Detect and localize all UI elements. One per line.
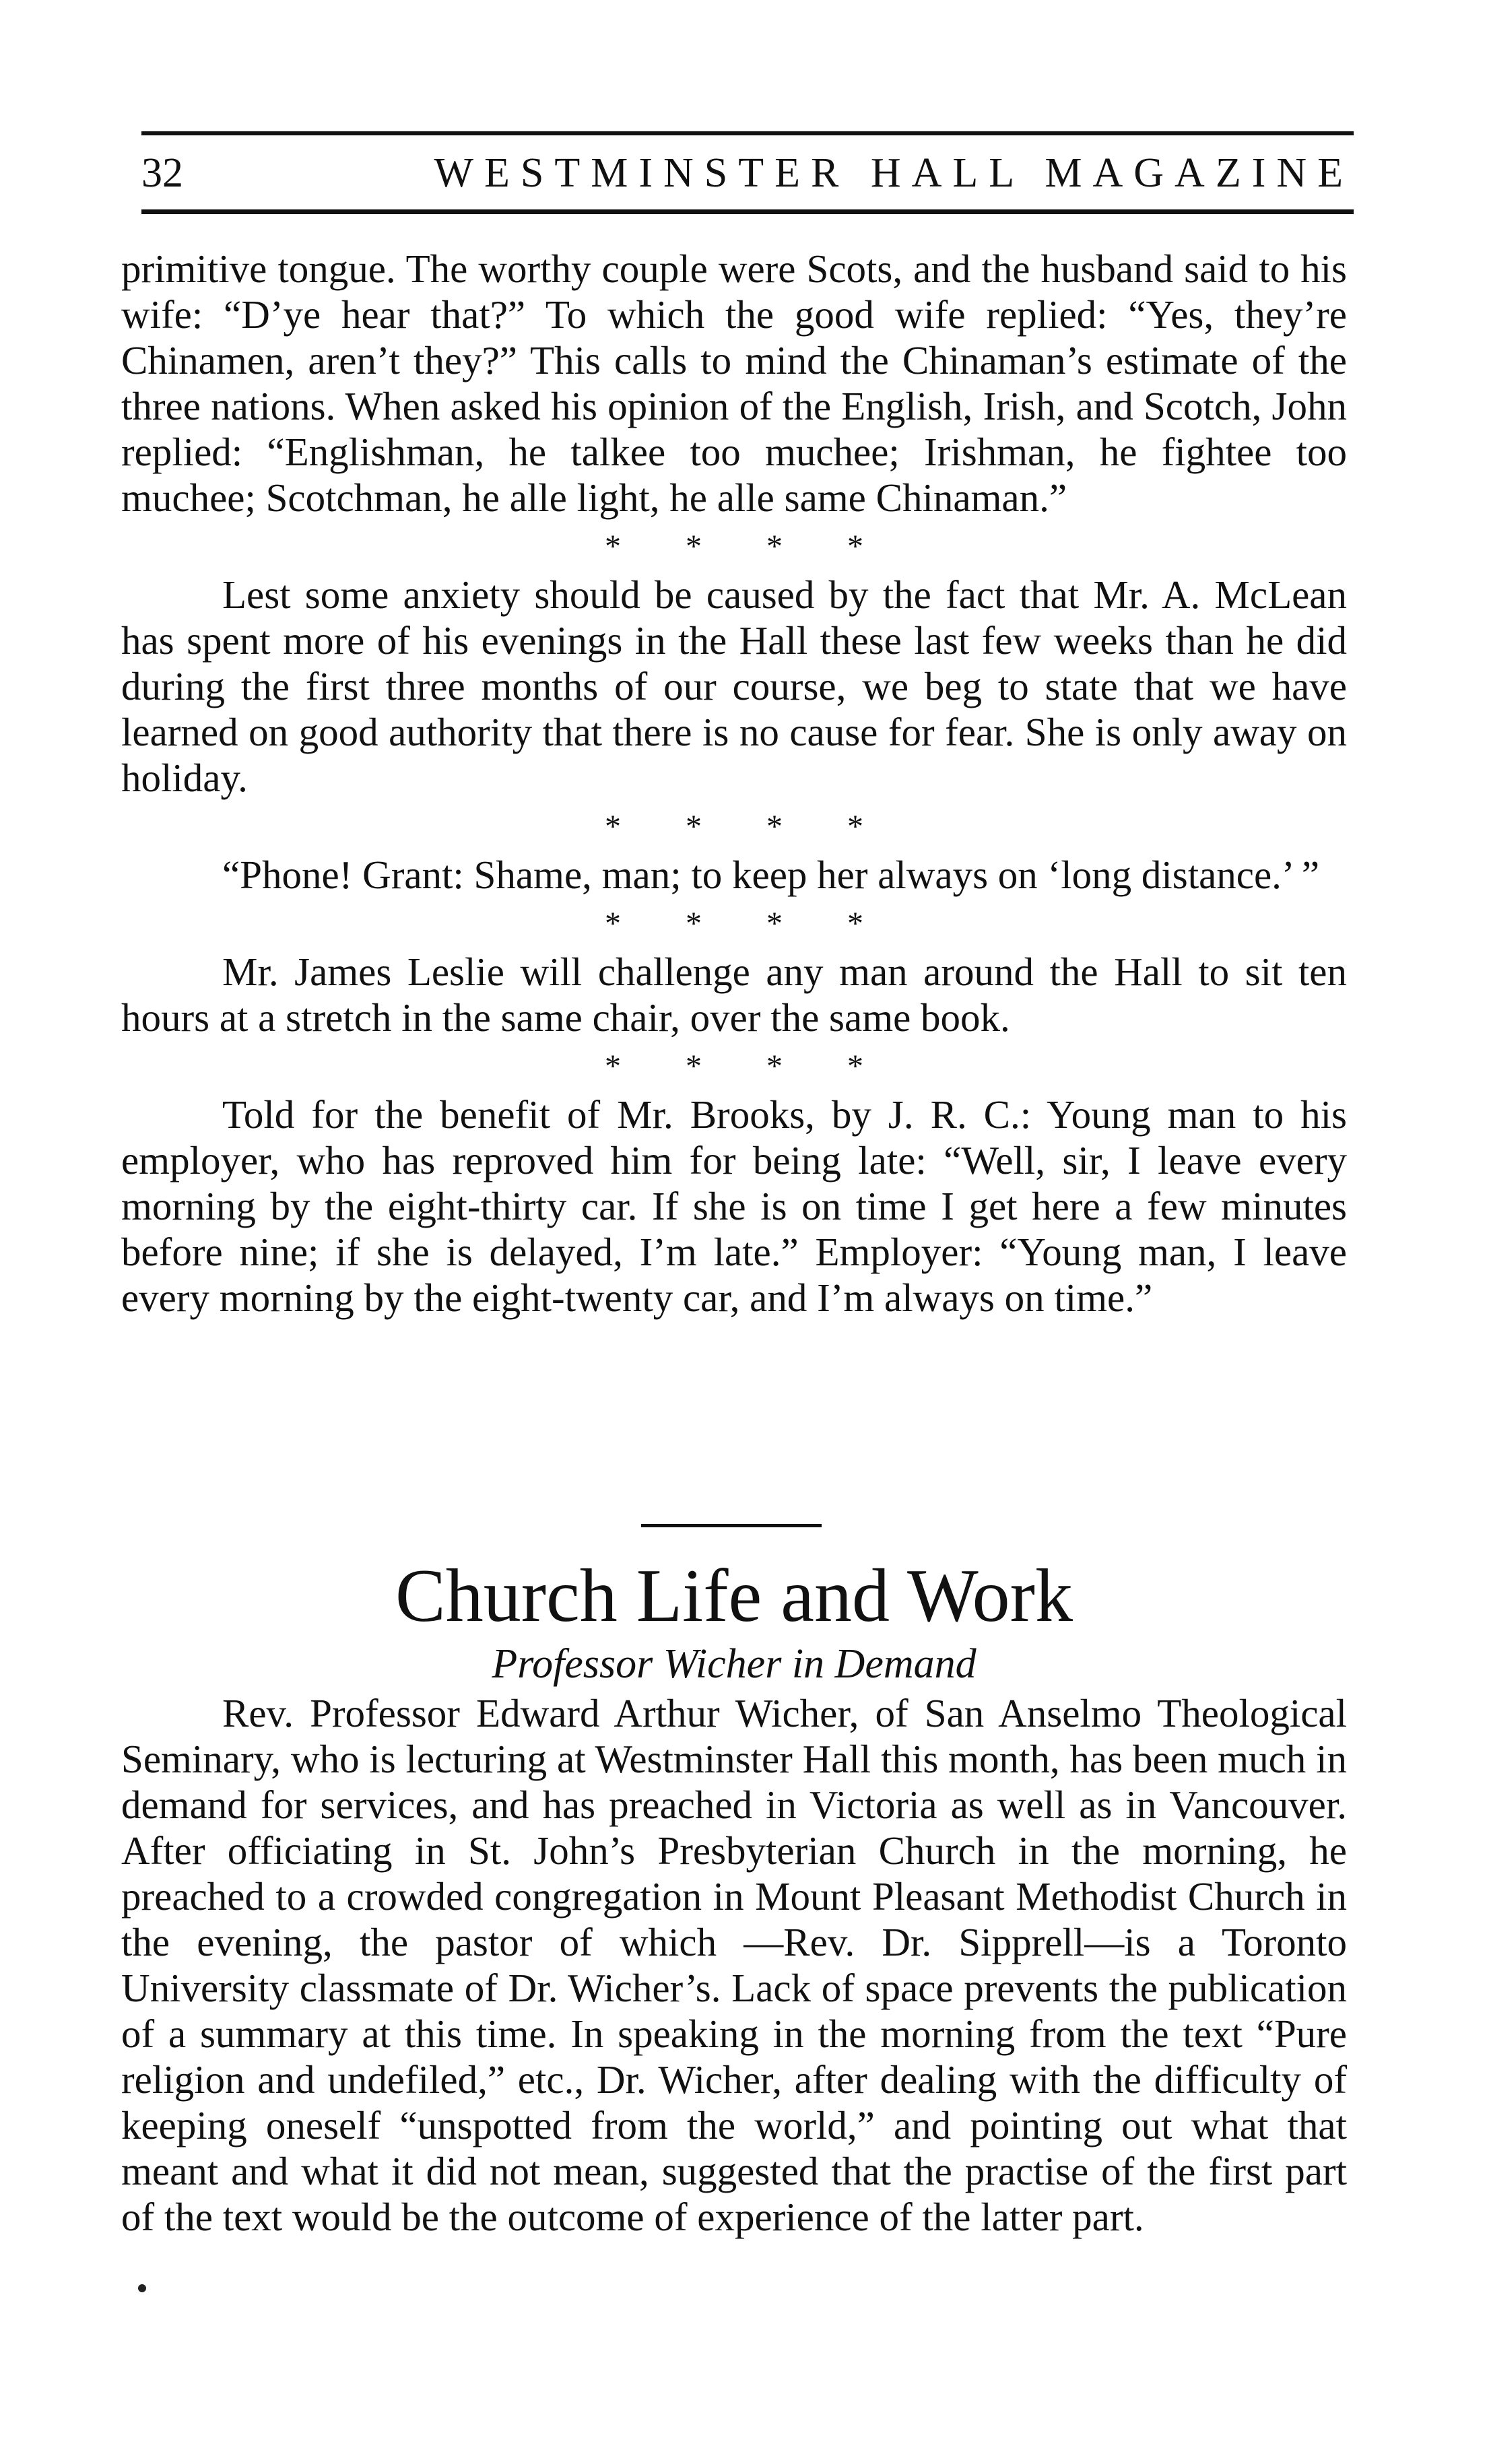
section-divider [641,1524,822,1527]
paragraph-mr-brooks: Told for the benefit of Mr. Brooks, by J. R. C.: Young man to his employer, who has reproved him for being late: “Well, sir, I leave every morning by the eight-thirty car. If she is on time I get here a few minutes before nine; if she is delayed, I’m late.” Employer: “Young man, I leave every morning by the eight-twenty car, and I’m always on time.” [121,1092,1347,1320]
notes-column [121,246,1347,1321]
article-column [121,1690,1347,2240]
asterism-separator: * * * * [605,906,892,941]
asterism-separator: * * * * [605,809,892,844]
page-number: 32 [141,150,183,196]
running-title: WESTMINSTER HALL MAGAZINE [434,150,1354,196]
header-top-rule [141,131,1354,135]
print-mark [138,2284,146,2292]
section-subtitle: Professor Wicher in Demand [492,1641,977,1687]
asterism-separator: * * * * [605,529,892,564]
section-title: Church Life and Work [395,1554,1073,1638]
paragraph-chinamen: primitive tongue. The worthy couple were Scots, and the husband said to his wife: “D’ye hear that?” To which the good wife replied: “Yes, they’re Chinamen, aren’t they?” This calls to mind the Chinaman’s estimate of the three nations. When asked his opinion of the English, Irish, and Scotch, John replied: “Englishman, he talkee too muchee; Irishman, he fightee too muchee; Scotchman, he alle light, he alle same Chinaman.” [121,246,1347,520]
asterism-separator: * * * * [605,1048,892,1084]
paragraph-james-leslie: Mr. James Leslie will challenge any man around the Hall to sit ten hours at a stretch in the same chair, over the same book. [121,950,1347,1040]
paragraph-mclean: Lest some anxiety should be caused by the fact that Mr. A. McLean has spent more of his evenings in the Hall these last few weeks than he did during the first three months of our course, we beg to state that we have learned on good authority that there is no cause for fear. She is only away on holiday. [121,572,1347,800]
article-paragraph: Rev. Professor Edward Arthur Wicher, of San Anselmo Theological Seminary, who is lecturing at Westminster Hall this month, has been much in demand for services, and has preached in Victoria as well as in Vancouver. After officiating in St. John’s Presbyterian Church in the morning, he preached to a crowded congregation in Mount Pleasant Methodist Church in the evening, the pastor of which —Rev. Dr. Sipprell—is a Toronto University classmate of Dr. Wicher’s. Lack of space prevents the publication of a summary at this time. In speaking in the morning from the text “Pure religion and undefiled,” etc., Dr. Wicher, after dealing with the difficulty of keeping oneself “unspotted from the world,” and pointing out what that meant and what it did not mean, suggested that the practise of the first part of the text would be the outcome of experience of the latter part. [121,1691,1347,2239]
page-header [141,131,1354,219]
header-bottom-rule [141,209,1354,214]
paragraph-phone-grant: “Phone! Grant: Shame, man; to keep her always on ‘long distance.’ ” [222,853,1320,897]
